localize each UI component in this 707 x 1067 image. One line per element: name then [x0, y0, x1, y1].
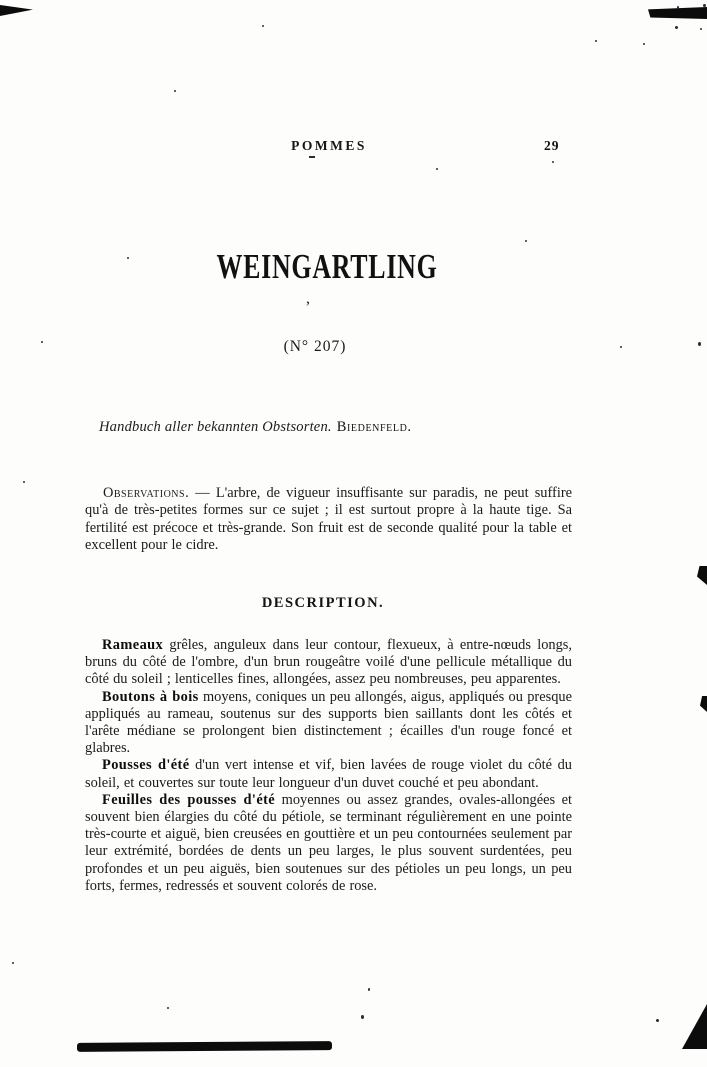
scan-mark-bottom-right	[682, 1004, 707, 1049]
paper-speck	[677, 6, 679, 9]
paragraph-boutons-text: moyens, coniques un peu allongés, aigus, appliqués ou presque appliqués au rameau, soutenus sur des supports bien saillants dont les côtés et l'arête médiane se prolongent bien distinctement ; écailles d'un rouge foncé et glabres.	[85, 688, 572, 757]
observations-label: Observations.	[103, 485, 190, 501]
paper-speck	[174, 90, 176, 92]
paragraph-boutons-lead: Boutons à bois	[102, 688, 199, 705]
observations-paragraph	[85, 485, 572, 555]
paragraph-rameaux-lead: Rameaux	[102, 637, 164, 653]
paper-speck	[262, 25, 264, 27]
paragraph-rameaux-text: grêles, anguleux dans leur contour, flexueux, à entre-nœuds longs, bruns du côté de l'ombre, d'un brun rougeâtre voilé d'une pellicule métallique du côté du soleil ; lenticelles fines, allongées, assez peu nombreuses, peu apparentes.	[85, 637, 572, 688]
paper-speck	[703, 4, 706, 7]
paragraph-feuilles-text: moyennes ou assez grandes, ovales-allongées et souvent bien élargies du côté du pétiole, se terminant régulièrement en une pointe très-courte et aiguë, bien creusées en gouttière et un peu contournées seulement par leur extrémité, bordées de dents un peu larges, le plus souvent surdentées, peu profondes et un peu aiguës, bien soutenues sur des pétioles un peu longs, un peu forts, fermes, redressés et souvent colorés de rose.	[85, 791, 572, 894]
paper-speck	[167, 1007, 169, 1009]
paragraph-rameaux	[85, 637, 572, 689]
paper-speck	[643, 43, 645, 45]
paper-speck	[436, 168, 438, 170]
citation-author: Biedenfeld.	[336, 419, 412, 435]
running-head	[85, 138, 573, 156]
paper-speck	[23, 481, 25, 483]
page-number: 29	[544, 138, 560, 153]
paper-speck	[127, 257, 129, 259]
description-heading: DESCRIPTION.	[261, 595, 385, 611]
paper-speck	[620, 346, 622, 348]
paragraph-feuilles	[85, 792, 572, 895]
paper-speck	[675, 26, 678, 29]
paper-speck	[41, 341, 43, 343]
description-body	[85, 637, 572, 895]
paragraph-pousses-lead: Pousses d'été	[102, 757, 190, 774]
stray-comma-mark: ,	[306, 290, 310, 307]
citation-work-title: Handbuch aller bekannten Obstsorten.	[99, 419, 332, 435]
running-head-title: POMMES	[291, 138, 367, 153]
paper-speck	[361, 1015, 364, 1019]
scan-mark-right-edge-2	[700, 696, 707, 712]
paragraph-pousses	[85, 757, 572, 791]
paper-speck	[656, 1019, 659, 1022]
scan-dash-mark	[309, 156, 315, 158]
paper-speck	[12, 962, 14, 964]
paper-speck	[595, 40, 597, 42]
paper-speck	[552, 161, 554, 163]
paragraph-feuilles-lead: Feuilles des pousses d'été	[102, 791, 276, 808]
paper-speck	[368, 988, 370, 991]
paper-speck	[698, 342, 701, 346]
observations-text: L'arbre, de vigueur insuffisante sur paradis, ne peut suffire qu'à de très-petites formes sur ce sujet ; il est surtout propre à la haute tige. Sa fertilité est précoce et très-grande. Son fruit est de seconde qualité pour la table et excellent pour le cidre.	[85, 485, 572, 554]
bibliographic-citation	[99, 419, 412, 436]
scan-mark-right-edge-1	[697, 566, 707, 585]
paper-speck	[700, 28, 702, 30]
observations-separator: —	[189, 485, 216, 501]
variety-number: (N° 207)	[283, 338, 347, 355]
paper-speck	[525, 240, 527, 242]
paragraph-boutons	[85, 689, 572, 758]
variety-title: WEINGARTLING	[216, 247, 438, 286]
scan-mark-top-left	[0, 5, 33, 16]
paragraph-pousses-text: d'un vert intense et vif, bien lavées de rouge violet du côté du soleil, et couvertes sur toute leur longueur d'un duvet couché et peu abondant.	[85, 757, 572, 791]
scan-mark-bottom-bar	[77, 1041, 332, 1052]
